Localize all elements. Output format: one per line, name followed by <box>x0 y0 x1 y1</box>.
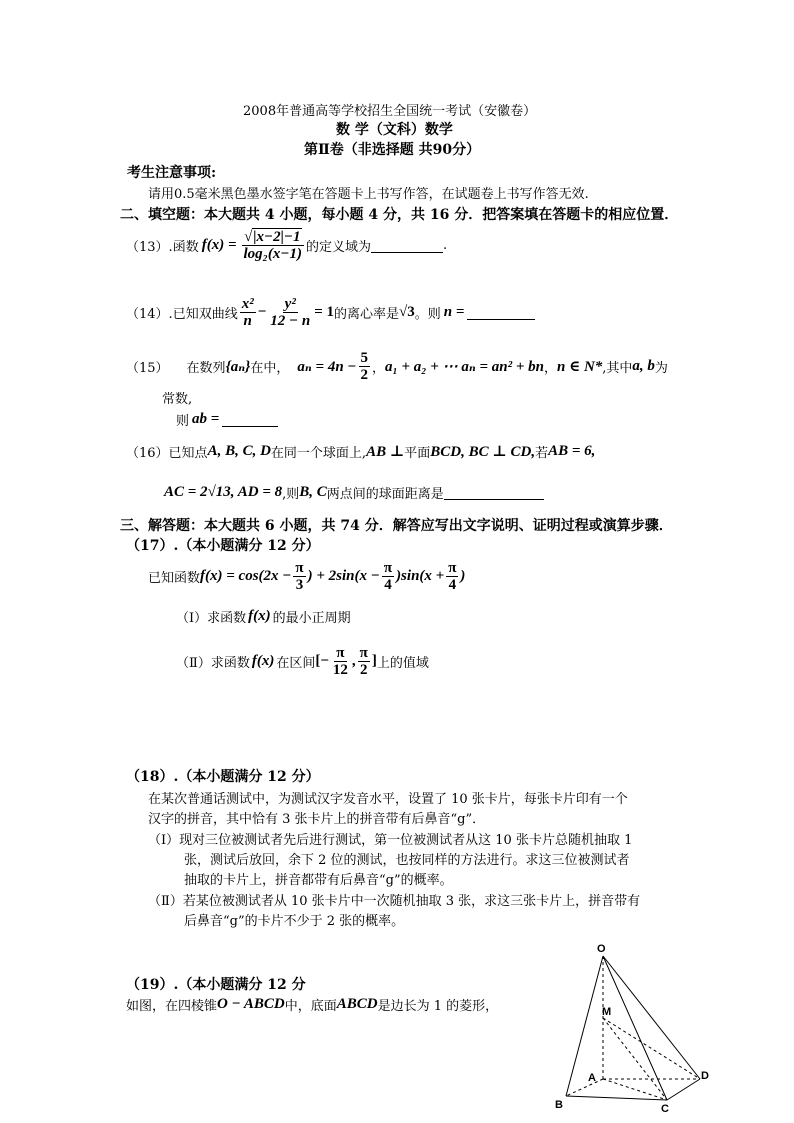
q16-points: A, B, C, D <box>207 443 271 459</box>
label-M: M <box>602 1006 612 1018</box>
q14-number: （14）. <box>126 307 173 322</box>
q18-i2: 张，测试后放回，余下 2 位的测试，也按同样的方法进行。求这三位被测试者 <box>184 853 630 868</box>
q17-part-i: （Ⅰ）求函数 f(x) 的最小正周期 <box>176 608 351 626</box>
edge-AB <box>566 1079 603 1096</box>
q15-prefix: 在数列 <box>186 361 226 376</box>
q19-number: （19）.（本小题满分 12 分 <box>126 977 306 993</box>
q14-answer-blank[interactable] <box>467 305 535 320</box>
q15-line3: 则 ab = <box>176 410 278 429</box>
q19-p1: 如图，在四棱锥 O − ABCD 中，底面 ABCD 是边长为 1 的菱形， <box>126 996 499 1014</box>
q16-ac-ad: AC = 2√13, AD = 8 <box>164 484 283 500</box>
edge-MC <box>603 1018 667 1100</box>
volume-title: 第Ⅱ卷（非选择题 共90分） <box>304 142 481 158</box>
q18-ii2: 后鼻音“g”的卡片不少于 2 张的概率。 <box>184 914 405 929</box>
q13-prefix: 函数 <box>172 239 199 255</box>
q15-sum: a₁ + a₂ + ⋯ aₙ = an² + bn <box>385 359 544 375</box>
q13-end: . <box>443 237 448 253</box>
q13 <box>126 228 447 262</box>
q15-ab-expr: ab = <box>192 411 220 427</box>
exam-title: 2008年普通高等学校招生全国统一考试（安徽卷） <box>243 104 537 119</box>
edge-OD <box>603 956 700 1079</box>
section2-heading: 二、填空题：本大题共 4 小题，每小题 4 分，共 16 分．把答案填在答题卡的相应位置． <box>120 207 679 223</box>
q15-fraction: $\frac{5}{2}$ <box>360 350 369 383</box>
q18-ii1: （Ⅱ）若某位被测试者从 10 张卡片中一次随机抽取 3 张，求这三张卡片上，拼音带有 <box>148 894 641 909</box>
q18-p2: 汉字的拼音，其中恰有 3 张卡片上的拼音带有后鼻音“g”． <box>148 812 486 827</box>
q14-sqrt3: √3 <box>399 304 415 320</box>
q18-i1: （Ⅰ）现对三位被测试者先后进行测试，第一位被测试者从这 10 张卡片总随机抽取 1 <box>148 833 633 848</box>
edge-OB <box>566 956 603 1096</box>
q13-suffix: 的定义域为 <box>305 239 371 255</box>
q18-number: （18）.（本小题满分 12 分） <box>126 769 320 785</box>
q15-line1: （15） 在数列 {aₙ} 在中， aₙ = 4n − $\frac{5}{2}$ ， a₁ + a₂ + ⋯ aₙ = an² + bn ， n ∈ N* ,其中 a, b 为 <box>126 350 668 383</box>
subject-title: 数 学（文科）数学 <box>336 122 453 138</box>
edge-BC <box>566 1096 667 1100</box>
label-C: C <box>661 1103 669 1115</box>
q15-mid2: ,其中 <box>602 361 633 376</box>
q15-an: aₙ = 4n − <box>297 359 357 375</box>
section3-heading: 三、解答题：本大题共 6 小题，共 74 分．解答应写出文字说明、证明过程或演算步骤． <box>120 518 673 534</box>
q17-part-ii: （Ⅱ）求函数 f(x) 在区间 [− $\frac{\pi}{12}$ , $\frac{\pi}{2}$ ] 上的值域 <box>176 645 429 678</box>
q16-number: （16） <box>126 446 169 461</box>
q18-i3: 抽取的卡片上，拼音都带有后鼻音“g”的概率。 <box>184 873 453 888</box>
q16-answer-blank[interactable] <box>444 485 544 500</box>
q13-denominator: log₂(x−1) <box>243 246 302 262</box>
q16-line1: （16） 已知点 A, B, C, D 在同一个球面上, AB ⊥ 平面 BCD, BC ⊥ CD, 若 AB = 6, <box>126 443 596 461</box>
q17-statement: 已知函数 f(x) = cos(2x − $\frac{\pi}{3}$ ) + 2sin(x − $\frac{\pi}{4}$ )sin(x + $\frac{\pi}{4}$ ) <box>148 560 466 593</box>
q14-var: n = <box>443 304 465 320</box>
label-A: A <box>588 1072 596 1084</box>
q14-eq-one: = 1 <box>314 304 335 320</box>
notice-heading: 考生注意事项: <box>127 165 217 181</box>
q15-answer-blank[interactable] <box>222 412 278 427</box>
edge-CD <box>667 1079 700 1100</box>
q17-number: （17）.（本小题满分 12 分） <box>126 538 320 554</box>
edge-OC <box>603 956 667 1100</box>
pyramid-figure <box>540 936 730 1116</box>
q14-mid: 的离心率是 <box>334 307 400 322</box>
q13-number: （13）. <box>126 239 173 255</box>
q15-mid1: 在中， <box>250 361 290 376</box>
q14-fraction-y: $\frac{\text{y²}}{12 - n}$ <box>270 296 311 329</box>
q15-ab: a, b <box>632 358 655 374</box>
edge-MD <box>603 1018 700 1079</box>
q16-line2: AC = 2√13, AD = 8 ,则 B, C 两点间的球面距离是 <box>164 483 544 502</box>
label-B: B <box>555 1099 563 1111</box>
q15-end: 为 <box>654 361 668 376</box>
q15-seq: {aₙ} <box>225 359 251 375</box>
q13-fraction: $\frac{√|x-2|-1}{\text{log₂(x−1)}}$ <box>243 229 302 262</box>
q14-period: 。则 <box>414 307 441 322</box>
label-O: O <box>597 943 606 955</box>
edge-AC <box>603 1079 667 1100</box>
q18-p1: 在某次普通话测试中，为测试汉字发音水平，设置了 10 张卡片，每张卡片印有一个 <box>148 792 628 807</box>
q14-fraction-x: $\frac{\text{x²}}{n}$ <box>241 296 254 329</box>
q13-func: f(x) = <box>201 236 237 253</box>
q15-domain: n ∈ N* <box>557 359 603 375</box>
q14: （14）. 已知双曲线 $\frac{\text{x²}}{n}$ − $\frac{\text{y²}}{12 - n}$ = 1 的离心率是 √3 。则 n = <box>126 296 535 329</box>
q14-prefix: 已知双曲线 <box>172 307 238 322</box>
q13-sqrt-expr: x−2|−1 <box>256 229 301 245</box>
notice-text: 请用0.5毫米黑色墨水签字笔在答题卡上书写作答，在试题卷上书写作答无效. <box>148 187 589 202</box>
q13-answer-blank[interactable] <box>371 238 443 253</box>
q15-line2: 常数, <box>162 392 193 407</box>
q15-number: （15） <box>126 361 169 376</box>
label-D: D <box>701 1070 709 1082</box>
